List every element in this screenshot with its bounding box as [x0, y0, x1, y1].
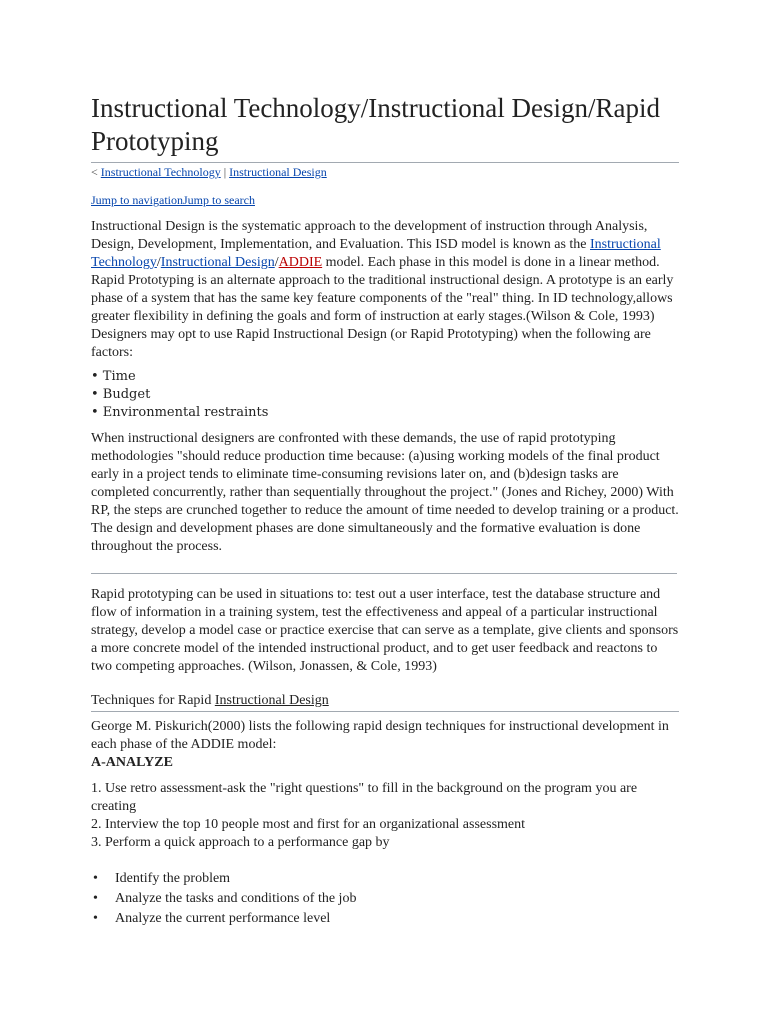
divider	[91, 573, 677, 574]
list-item: • Environmental restraints	[91, 405, 269, 420]
step-item: 1. Use retro assessment-ask the "right questions" to fill in the background on the program you are creating	[91, 781, 638, 814]
jump-to-navigation-link[interactable]: Jump to navigation	[91, 193, 183, 207]
step-item: 3. Perform a quick approach to a performance gap by	[91, 835, 390, 850]
breadcrumb-separator: |	[220, 165, 230, 179]
performance-gap-list	[91, 869, 356, 929]
paragraph-piskurich	[91, 718, 679, 772]
factors-list	[91, 368, 268, 422]
paragraph-rapid-prototyping-methods: When instructional designers are confronted with these demands, the use of rapid prototyping methodologies "should reduce production time because: (a)using working models of the final product early in a project tends to eliminate time-consuming revisions later on, and (b)design tasks are completed concurrently, rather than sequentially throughout the project." (Jones and Richey, 2000) With RP, the steps are crunched together to reduce the amount of time needed to develop training or a product. The design and development phases are done simultaneously and the formative evaluation is done throughout the process.	[91, 431, 679, 554]
section-heading-text: Techniques for Rapid	[91, 693, 215, 708]
list-item: • Time	[91, 369, 136, 384]
slash-1: /	[156, 255, 161, 270]
list-item: • Analyze the tasks and conditions of the job	[91, 889, 356, 909]
link-instructional-technology[interactable]: Instructional Technology	[91, 237, 661, 270]
intro-text-1: Instructional Design is the systematic approach to the development of instruction through Analysis, Design, Development, Implementation, and Evaluation. This ISD model is known as the	[91, 219, 648, 252]
intro-paragraph	[91, 218, 679, 362]
section-heading	[91, 692, 679, 712]
list-item: • Identify the problem	[91, 869, 356, 889]
breadcrumb-prefix: <	[91, 165, 101, 179]
slash-2: /	[274, 255, 279, 270]
piskurich-text: George M. Piskurich(2000) lists the following rapid design techniques for instructional development in each phase of the ADDIE model:	[91, 719, 669, 752]
breadcrumb-link-instructional-technology[interactable]: Instructional Technology	[100, 165, 221, 179]
analyze-heading: A-ANALYZE	[91, 755, 173, 770]
list-item: • Budget	[91, 387, 151, 402]
breadcrumb	[91, 165, 327, 180]
page-title: Instructional Technology/Instructional Design/Rapid Prototyping	[91, 92, 679, 163]
intro-text-2: model. Each phase in this model is done in a linear method. Rapid Prototyping is an alternate approach to the traditional instructional design. A prototype is an early phase of a system that has the same key feature components of the "real" thing. In ID technology,allows greater flexibility in defining the goals and form of instruction at early stages.(Wilson & Cole, 1993) Designers may opt to use Rapid Instructional Design (or Rapid Prototyping) when the following are factors:	[91, 255, 674, 360]
paragraph-rapid-prototyping-uses: Rapid prototyping can be used in situations to: test out a user interface, test the database structure and flow of information in a training system, test the effectiveness and appeal of a particular instructional strategy, develop a model case or practice exercise that can serve as a template, give clients and sponsors a more concrete model of the intended instructional product, and to get user feedback and reactons to two competing approaches. (Wilson, Jonassen, & Cole, 1993)	[91, 587, 679, 674]
analyze-steps	[91, 780, 679, 852]
list-item: • Analyze the current performance level	[91, 909, 356, 929]
step-item: 2. Interview the top 10 people most and first for an organizational assessment	[91, 817, 526, 832]
link-addie[interactable]: ADDIE	[278, 255, 323, 270]
section-heading-link[interactable]: Instructional Design	[214, 693, 329, 708]
jump-to-search-link[interactable]: Jump to search	[183, 193, 255, 207]
jump-links	[91, 193, 255, 208]
breadcrumb-link-instructional-design[interactable]: Instructional Design	[229, 165, 327, 179]
link-instructional-design[interactable]: Instructional Design	[160, 255, 275, 270]
